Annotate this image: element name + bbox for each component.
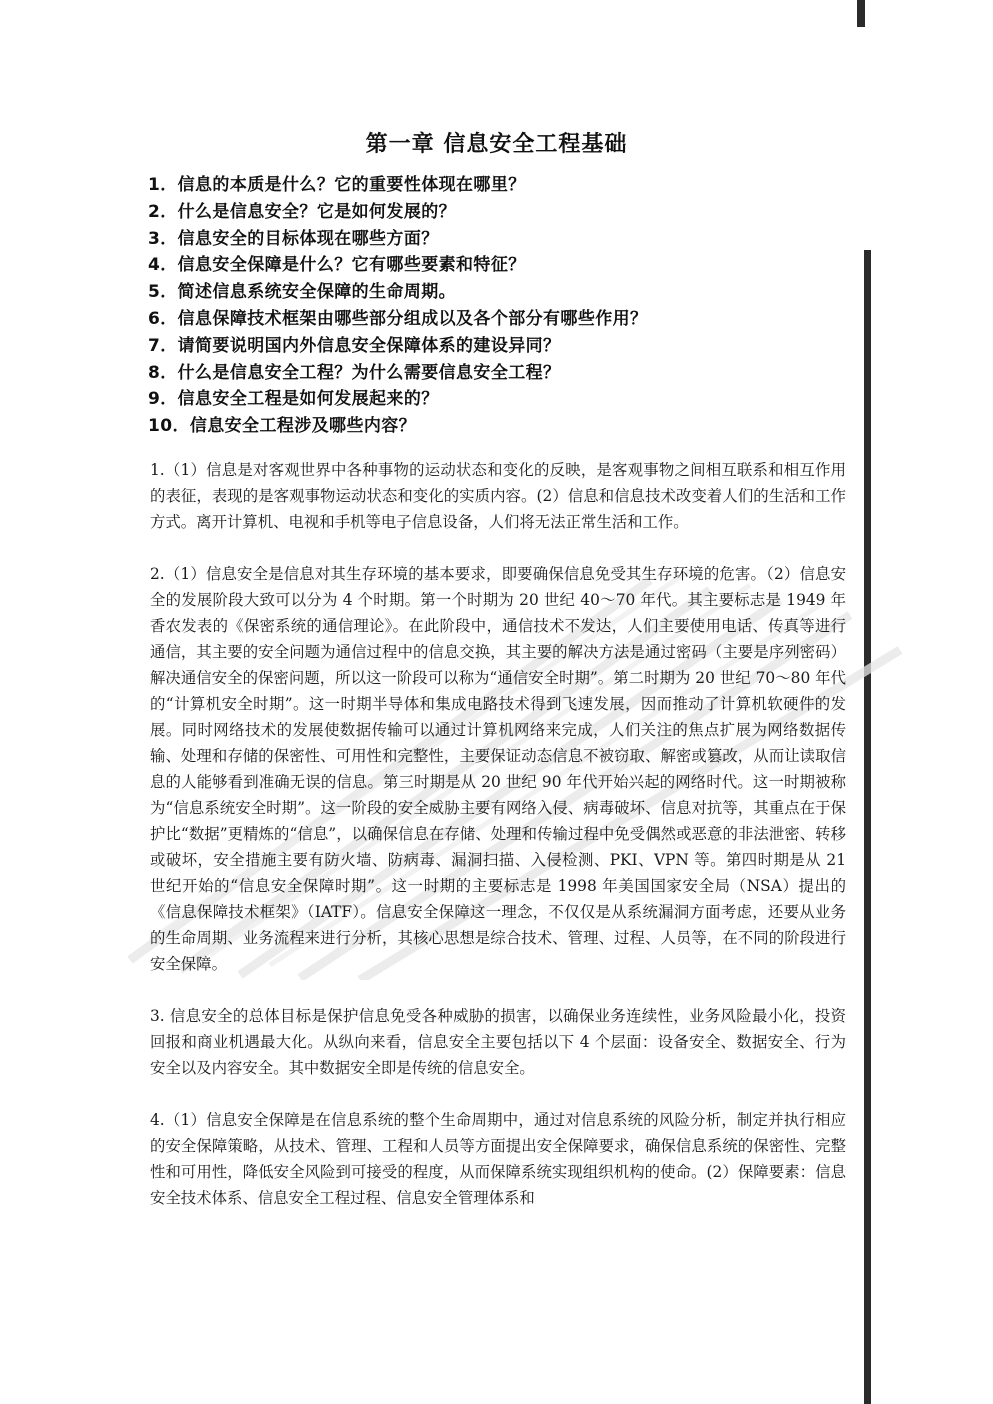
chapter-title: 第一章 信息安全工程基础 [365, 132, 628, 157]
answer-paragraph-1: 1.（1）信息是对客观世界中各种事物的运动状态和变化的反映，是客观事物之间相互联系和相互作用的表征，表现的是客观事物运动状态和变化的实质内容。(2）信息和信息技术改变着人们的生活和工作方式。离开计算机、电视和手机等电子信息设备，人们将无法正常生活和工作。 [150, 461, 846, 531]
question-item: 3．信息安全的目标体现在哪些方面？ [148, 228, 439, 249]
question-item: 7．请简要说明国内外信息安全保障体系的建设异同？ [148, 335, 561, 356]
answer-section [150, 457, 846, 1237]
answer-paragraph-4: 4.（1）信息安全保障是在信息系统的整个生命周期中，通过对信息系统的风险分析，制定并执行相应的安全保障策略，从技术、管理、工程和人员等方面提出安全保障要求，确保信息系统的保密性、完整性和可用性，降低安全风险到可接受的程度，从而保障系统实现组织机构的使命。(2）保障要素：信息安全技术体系、信息安全工程过程、信息安全管理体系和 [150, 1111, 846, 1207]
answer-paragraph-2: 2.（1）信息安全是信息对其生存环境的基本要求，即要确保信息免受其生存环境的危害。（2）信息安全的发展阶段大致可以分为 4 个时期。第一个时期为 20 世纪 40～70 年代。其主要标志是 1949 年香农发表的《保密系统的通信理论》。在此阶段中，通信技术不发达，人们主要使用电话、传真等进行通信，其主要的安全问题为通信过程中的信息交换，其主要的解决方法是通过密码（主要是序列密码）解决通信安全的保密问题，所以这一阶段可以称为“通信安全时期”。第二时期为 20 世纪 70～80 年代的“计算机安全时期”。这一时期半导体和集成电路技术得到飞速发展，因而推动了计算机软硬件的发展。同时网络技术的发展使数据传输可以通过计算机网络来完成，人们关注的焦点扩展为网络数据传输、处理和存储的保密性、可用性和完整性，主要保证动态信息不被窃取、解密或篡改，从而让读取信息的人能够看到准确无误的信息。第三时期是从 20 世纪 90 年代开始兴起的网络时代。这一时期被称为“信息系统安全时期”。这一阶段的安全威胁主要有网络入侵、病毒破坏、信息对抗等，其重点在于保护比“数据”更精炼的“信息”，以确保信息在存储、处理和传输过程中免受偶然或恶意的非法泄密、转移或破坏，安全措施主要有防火墙、防病毒、漏洞扫描、入侵检测、PKI、VPN 等。第四时期是从 21 世纪开始的“信息安全保障时期”。这一时期的主要标志是 1998 年美国国家安全局（NSA）提出的《信息保障技术框架》（IATF）。信息安全保障这一理念，不仅仅是从系统漏洞方面考虑，还要从业务的生命周期、业务流程来进行分析，其核心思想是综合技术、管理、过程、人员等，在不同的阶段进行安全保障。 [150, 565, 846, 973]
question-item: 2．什么是信息安全？它是如何发展的？ [148, 201, 457, 222]
scan-edge-mark-top [857, 0, 865, 27]
question-item: 10．信息安全工程涉及哪些内容？ [148, 416, 417, 437]
question-item: 8．什么是信息安全工程？为什么需要信息安全工程？ [148, 362, 561, 383]
question-item: 5．简述信息系统安全保障的生命周期。 [148, 282, 457, 303]
scan-edge-mark-right [864, 250, 871, 1404]
question-item: 4．信息安全保障是什么？它有哪些要素和特征？ [148, 255, 526, 276]
question-item: 1．信息的本质是什么？它的重要性体现在哪里？ [148, 175, 526, 195]
answer-paragraph-3: 3. 信息安全的总体目标是保护信息免受各种威胁的损害，以确保业务连续性，业务风险最小化，投资回报和商业机遇最大化。从纵向来看，信息安全主要包括以下 4 个层面：设备安全、数据安全、行为安全以及内容安全。其中数据安全即是传统的信息安全。 [150, 1007, 846, 1077]
question-item: 9．信息安全工程是如何发展起来的？ [148, 389, 439, 410]
question-list [148, 172, 848, 440]
question-item: 6．信息保障技术框架由哪些部分组成以及各个部分有哪些作用？ [148, 308, 648, 329]
